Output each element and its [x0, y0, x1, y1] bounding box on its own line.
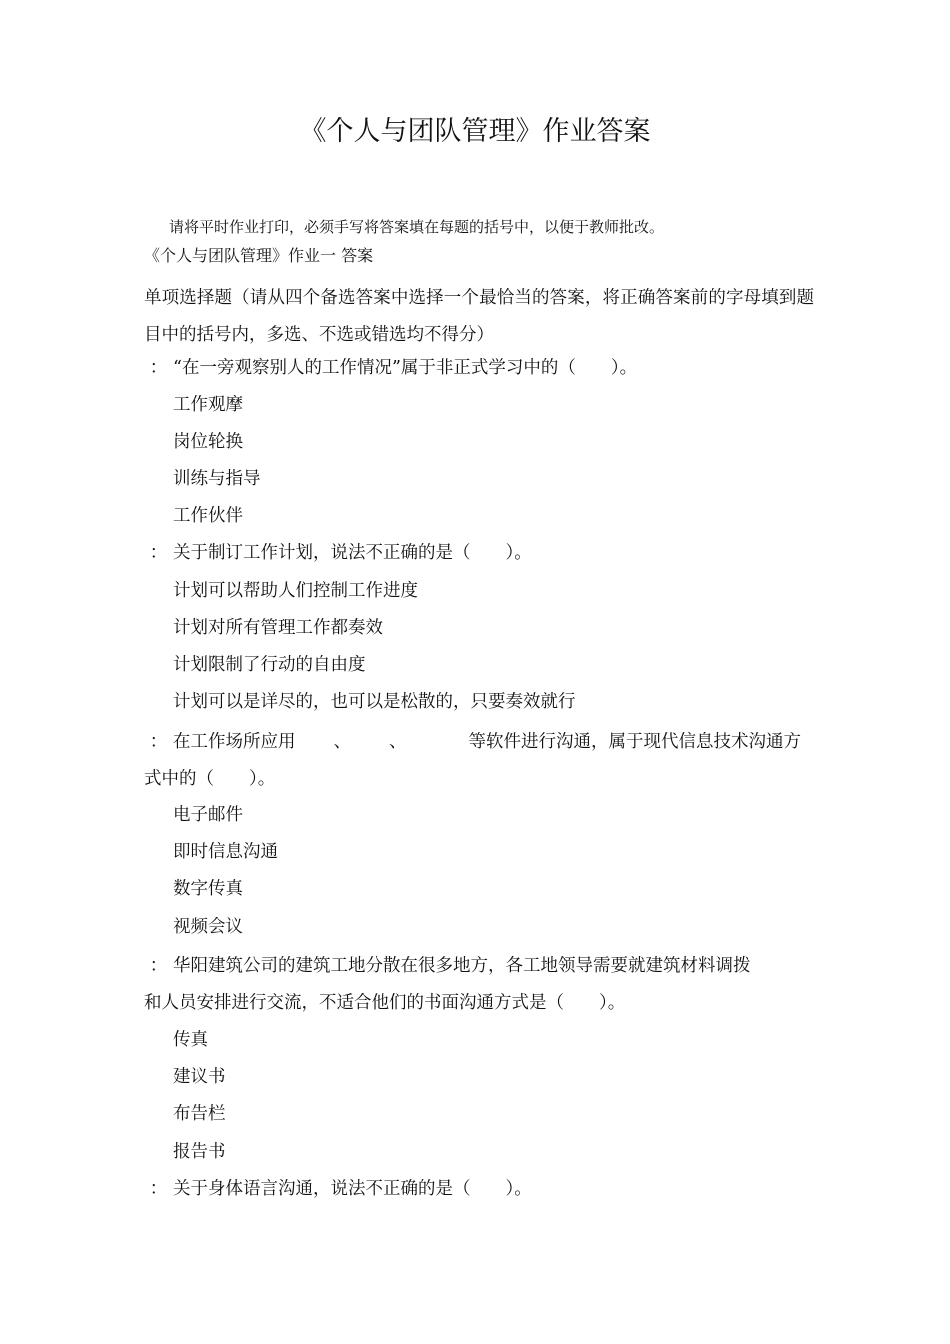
question-3-continuation — [144, 761, 814, 798]
option: 建议书 — [173, 1067, 226, 1087]
homework-heading: 《个人与团队管理》作业一 答案 — [144, 246, 374, 265]
option: 工作伙伴 — [173, 506, 243, 526]
question-5 — [144, 1171, 814, 1208]
document-title: 《个人与团队管理》作业答案 — [299, 116, 651, 147]
option: 计划对所有管理工作都奏效 — [173, 618, 383, 638]
option: 布告栏 — [173, 1104, 226, 1124]
option: 计划可以是详尽的，也可以是松散的，只要奏效就行 — [173, 692, 576, 712]
option: 电子邮件 — [173, 805, 243, 825]
option: 岗位轮换 — [173, 432, 243, 452]
option: 视频会议 — [173, 917, 243, 937]
question-2 — [144, 535, 814, 572]
print-instruction-note: 请将平时作业打印，必须手写将答案填在每题的括号中，以便于教师批改。 — [169, 218, 665, 236]
question-1 — [144, 350, 814, 387]
option: 报告书 — [173, 1142, 226, 1162]
question-marker: ： — [149, 543, 168, 563]
question-text: 式中的（ ）。 — [144, 769, 276, 789]
option: 即时信息沟通 — [173, 842, 278, 862]
question-text: 在工作场所应用 — [173, 732, 296, 752]
question-text: 关于身体语言沟通，说法不正确的是（ ）。 — [173, 1179, 532, 1199]
question-text: “在一旁观察别人的工作情况”属于非正式学习中的（ ）。 — [173, 358, 638, 378]
question-marker: ： — [149, 956, 168, 976]
question-text: 华阳建筑公司的建筑工地分散在很多地方，各工地领导需要就建筑材料调拨 — [173, 956, 751, 976]
question-marker: ： — [149, 1179, 168, 1199]
question-marker: ： — [149, 732, 168, 752]
option: 传真 — [173, 1030, 208, 1050]
section-instruction: 单项选择题（请从四个备选答案中选择一个最恰当的答案，将正确答案前的字母填到题目中的括号内，多选、不选或错选均不得分） — [144, 288, 814, 345]
question-separator: 、 — [389, 732, 407, 752]
question-3 — [144, 724, 814, 761]
question-4 — [144, 948, 814, 985]
option: 计划限制了行动的自由度 — [173, 655, 366, 675]
question-4-continuation — [144, 985, 814, 1022]
question-text: 关于制订工作计划，说法不正确的是（ ）。 — [173, 543, 532, 563]
question-separator: 、 — [333, 732, 351, 752]
option: 数字传真 — [173, 879, 243, 899]
question-text: 等软件进行沟通，属于现代信息技术沟通方 — [468, 732, 801, 752]
question-marker: ： — [149, 358, 168, 378]
option: 训练与指导 — [173, 469, 261, 489]
question-text: 和人员安排进行交流，不适合他们的书面沟通方式是（ ）。 — [144, 993, 626, 1013]
option: 工作观摩 — [173, 395, 243, 415]
option: 计划可以帮助人们控制工作进度 — [173, 581, 418, 601]
